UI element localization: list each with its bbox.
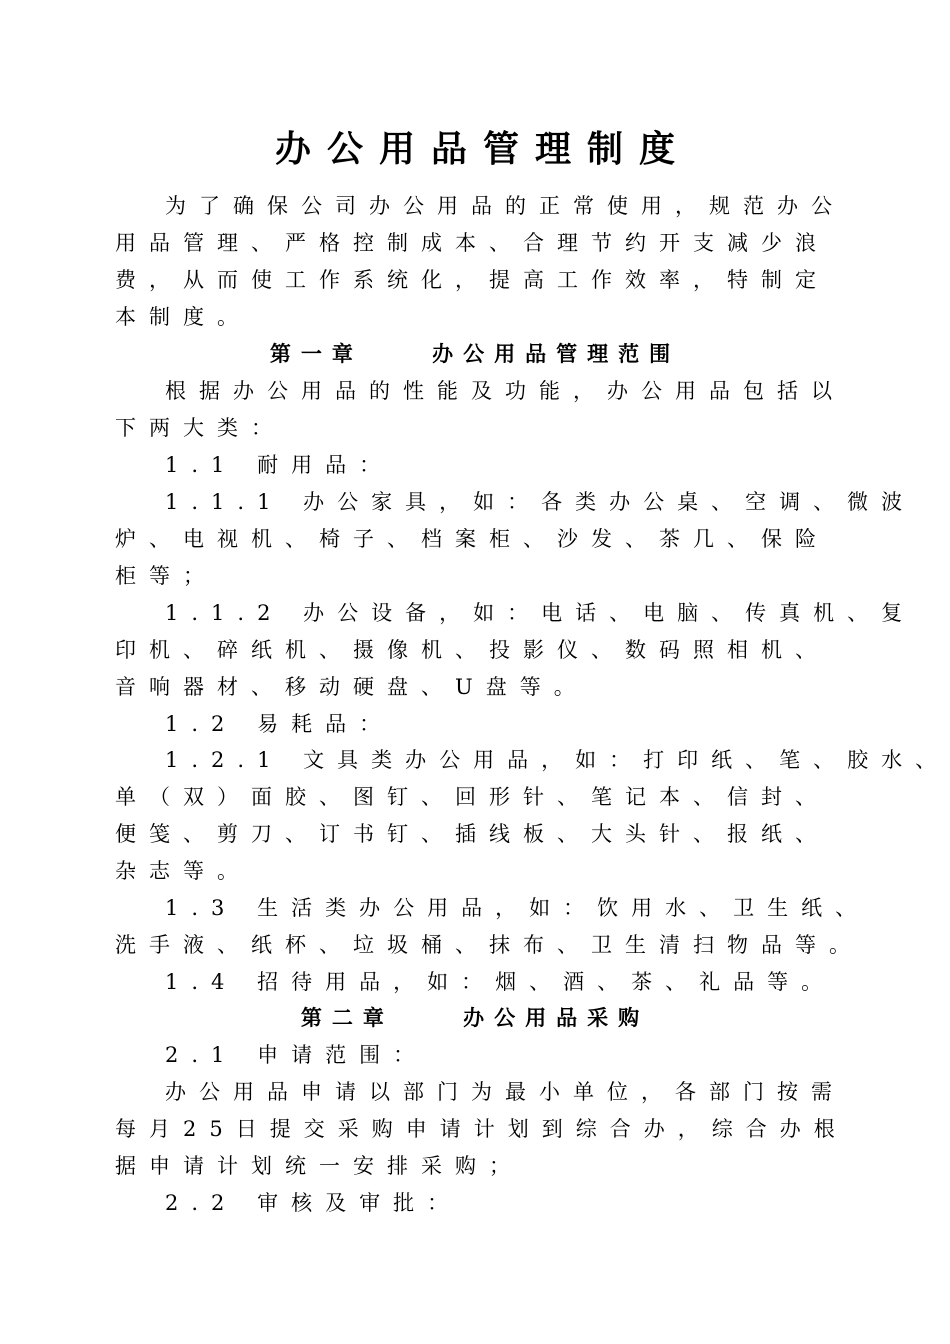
intro-line: 用品管理、严格控制成本、合理节约开支减少浪	[115, 231, 829, 255]
section-1-2-1-line: 单（双）面胶、图钉、回形针、笔记本、信封、	[115, 785, 829, 809]
section-2-1-body-line: 办公用品申请以部门为最小单位，各部门按需	[165, 1080, 845, 1104]
section-1-1: 1.1 耐用品：	[165, 453, 394, 477]
section-1-1-1-line: 1.1.1 办公家具，如：各类办公桌、空调、微波	[165, 490, 916, 514]
section-2-1: 2.1 申请范围：	[165, 1043, 428, 1067]
section-2-1-body-line: 每月25日提交采购申请计划到综合办，综合办根	[115, 1117, 848, 1141]
section-1-2-1-line: 杂志等。	[115, 859, 251, 883]
section-1-3-line: 1.3 生活类办公用品，如：饮用水、卫生纸、	[165, 896, 870, 920]
chapter1-intro-line: 根据办公用品的性能及功能，办公用品包括以	[165, 379, 845, 403]
chapter2-heading: 第二章 办公用品采购	[300, 1005, 650, 1030]
chapter1-heading: 第一章 办公用品管理范围	[269, 341, 681, 366]
section-1-1-2-line: 音响器材、移动硬盘、U盘等。	[115, 675, 588, 699]
section-1-2-1-line: 便笺、剪刀、订书钉、插线板、大头针、报纸、	[115, 822, 829, 846]
section-1-1-1-line: 柜等；	[115, 564, 217, 588]
section-1-1-2-line: 1.1.2 办公设备，如：电话、电脑、传真机、复	[165, 601, 916, 625]
section-1-1-1-line: 炉、电视机、椅子、档案柜、沙发、茶几、保险	[115, 527, 829, 551]
section-1-3-line: 洗手液、纸杯、垃圾桶、抹布、卫生清扫物品等。	[115, 933, 863, 957]
section-1-2: 1.2 易耗品：	[165, 712, 394, 736]
section-1-4: 1.4 招待用品，如：烟、酒、茶、礼品等。	[165, 970, 836, 994]
section-2-1-body-line: 据申请计划统一安排采购；	[115, 1154, 523, 1178]
document-title: 办公用品管理制度	[274, 128, 691, 170]
chapter1-intro-line: 下两大类：	[115, 416, 285, 440]
intro-line: 本制度。	[115, 305, 251, 329]
intro-line: 为了确保公司办公用品的正常使用，规范办公	[165, 194, 845, 218]
section-2-2: 2.2 审核及审批：	[165, 1191, 462, 1215]
section-1-2-1-line: 1.2.1 文具类办公用品，如：打印纸、笔、胶水、	[165, 748, 950, 772]
intro-line: 费，从而使工作系统化，提高工作效率，特制定	[115, 268, 829, 292]
section-1-1-2-line: 印机、碎纸机、摄像机、投影仪、数码照相机、	[115, 638, 829, 662]
